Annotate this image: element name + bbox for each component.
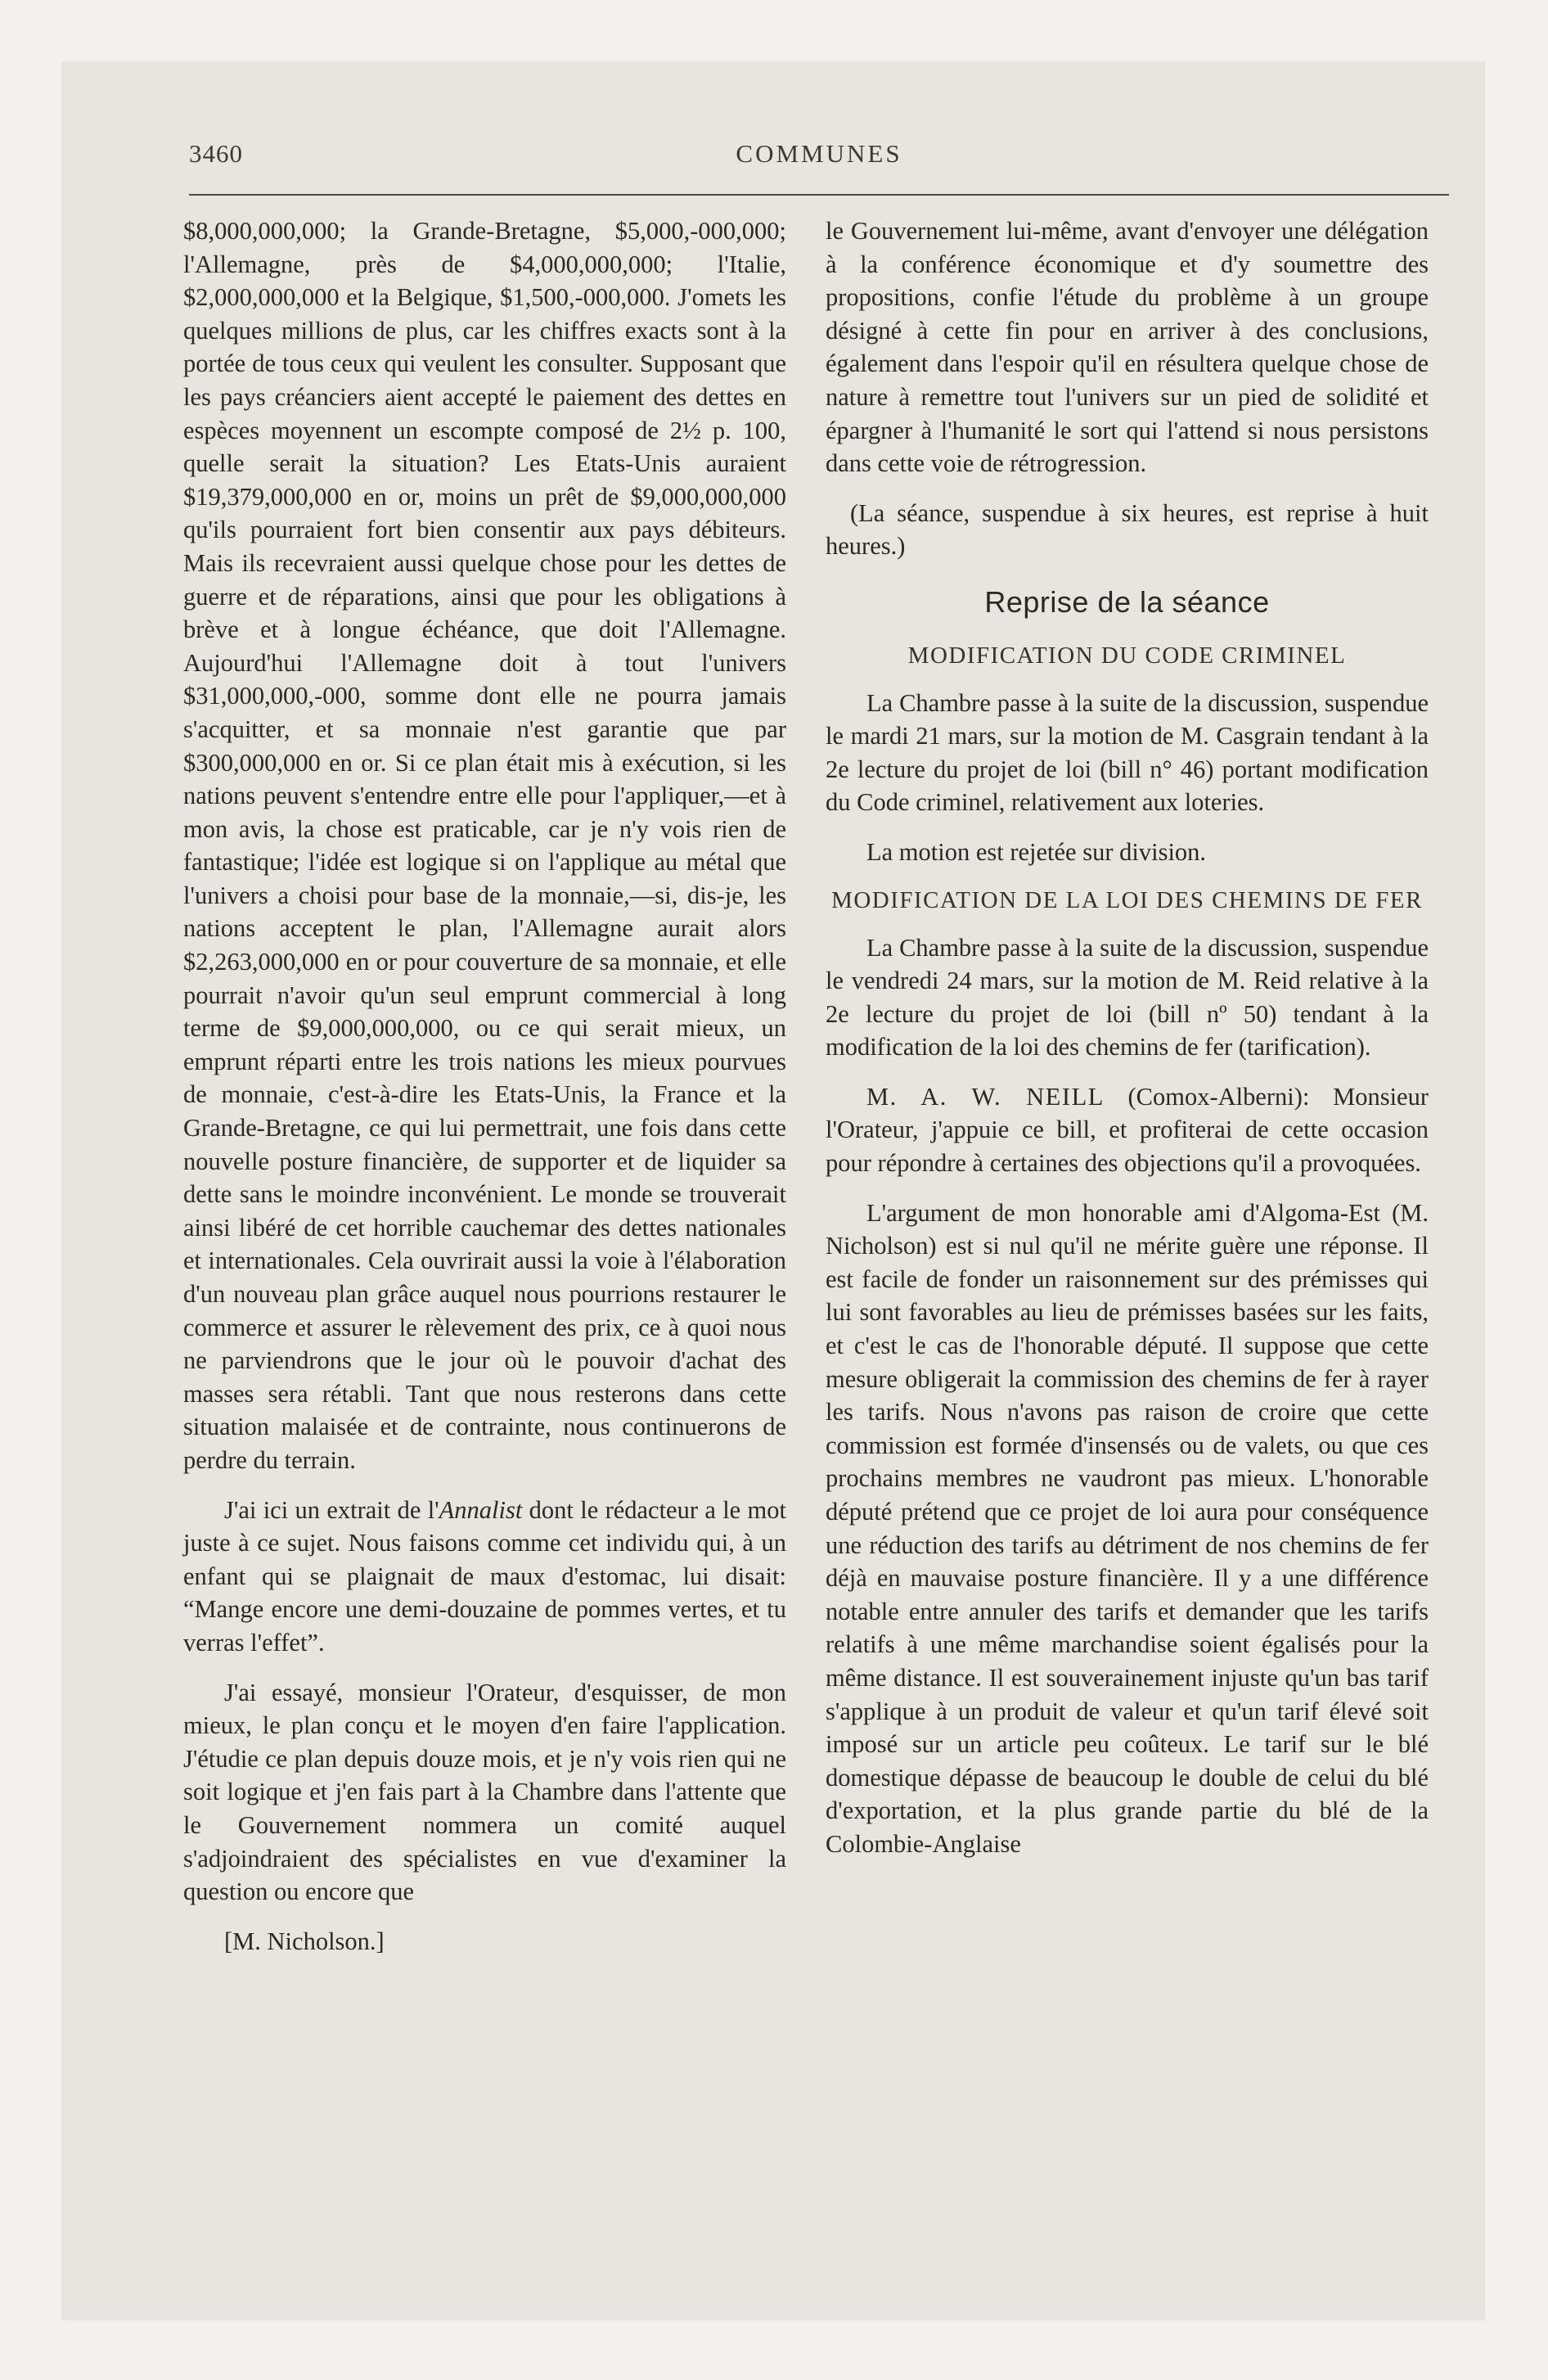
paragraph: La Chambre passe à la suite de la discussion, suspendue le vendredi 24 mars, sur la motion de M. Reid relative à la 2e lecture du projet de loi (bill nº 50) tendant à la modification de la loi des chemins de fer (tarification). (826, 933, 1429, 1062)
text-run: J'ai ici un extrait de l' (224, 1495, 439, 1524)
paragraph: L'argument de mon honorable ami d'Algoma-Est (M. Nicholson) est si nul qu'il ne mérite guère une réponse. Il est facile de fonder un raisonnement sur des prémisses qui lui sont favorables au lieu de prémisses basées sur les faits, et c'est le cas de l'honorable député. Il suppose que cette mesure obligerait la commission des chemins de fer à rayer les tarifs. Nous n'avons pas raison de croire que cette commission est formée d'insensés ou de valets, ou que ces prochains membres ne vaudront pas mieux. L'honorable député prétend que ce projet de loi aura pour conséquence une réduction des tarifs au détriment de nos chemins de fer déjà en mauvaise posture financière. Il y a une différence notable entre annuler des tarifs et demander que les tarifs relatifs à une même marchandise soient égalisés pour la même distance. Il est souverainement injuste qu'un bas tarif s'applique à un produit de valeur et qu'un tarif élevé soit imposé sur un article peu coûteux. Le tarif sur le blé domestique dépasse de beaucoup le double de celui du blé d'exportation, et la plus grande partie du blé de la Colombie-Anglaise (826, 1198, 1429, 1858)
paragraph: J'ai essayé, monsieur l'Orateur, d'esquisser, de mon mieux, le plan conçu et le moyen d'en faire l'application. J'étudie ce plan depuis douze mois, et je n'y vois rien qui ne soit logique et j'en fais part à la Chambre dans l'attente que le Gouvernement nommera un comité auquel s'adjoindraient des spécialistes en vue d'examiner la question ou encore que (183, 1678, 786, 1906)
section-heading: Reprise de la séance (984, 584, 1270, 619)
speaker-tag: [M. Nicholson.] (224, 1927, 385, 1955)
page-header (189, 139, 1449, 188)
paragraph (183, 1494, 786, 1660)
text-run: (Comox-Alberni): Monsieur l'Orateur, j'appuie ce bill, et profiterai de cette occasion pour répondre à certaines des objections qu'il a provoquées. (826, 1082, 1429, 1178)
paragraph: $8,000,000,000; la Grande-Bretagne, $5,000,-000,000; l'Allemagne, près de $4,000,000,000; l'Italie, $2,000,000,000 et la Belgique, $1,500,-000,000. J'omets les quelques millions de plus, car les chiffres exacts sont à la portée de tous ceux qui veulent les consulter. Supposant que les pays créanciers aient accepté le paiement des dettes en espèces moyennent un escompte composé de 2½ p. 100, quelle serait la situation? Les Etats-Unis auraient $19,379,000,000 en or, moins un prêt de $9,000,000,000 qu'ils pourraient fort bien consentir aux pays débiteurs. Mais ils recevraient aussi quelque chose pour les dettes de guerre et de réparations, ainsi que pour les obligations à brève et à longue échéance, que doit l'Allemagne. Aujourd'hui l'Allemagne doit à tout l'univers $31,000,000,-000, somme dont elle ne pourra jamais s'acquitter, et sa monnaie n'est garantie que par $300,000,000 en or. Si ce plan était mis à exécution, si les nations peuvent s'entendre entre elle pour l'appliquer,—et à mon avis, la chose est praticable, car je n'y vois rien de fantastique; l'idée est logique si on l'applique au métal que l'univers a choisi pour base de la monnaie,—si, dis-je, les nations acceptent le plan, l'Allemagne aurait alors $2,263,000,000 en or pour couverture de sa monnaie, et elle pourrait n'avoir qu'un seul emprunt commercial à long terme de $9,000,000,000, ou ce qui serait mieux, un emprunt réparti entre les trois nations les mieux pourvues de monnaie, c'est-à-dire les Etats-Unis, la France et la Grande-Bretagne, ce qui lui permettrait, une fois dans cette nouvelle posture financière, de supporter et de liquider sa dette sans le moindre inconvénient. Le monde se trouverait ainsi libéré de cet horrible cauchemar des dettes nationales et internationales. Cela ouvrirait aussi la voie à l'élaboration d'un nouveau plan grâce auquel nous pourrions restaurer le commerce et assurer le rèlevement des prix, ce à quoi nous ne parviendrons que le jour où le pouvoir d'achat des masses sera rétabli. Tant que nous resterons dans cette situation malaisée et de contrainte, nous continuerons de perdre du terrain. (183, 217, 786, 1474)
speaker-name: M. A. W. NEILL (866, 1082, 1105, 1111)
paragraph (826, 1080, 1429, 1180)
paragraph: le Gouvernement lui-même, avant d'envoyer une délégation à la conférence économique et d'y soumettre des propositions, confie l'étude du problème à un groupe désigné à cette fin pour en arriver à des conclusions, également dans l'espoir qu'il en résultera quelque chose de nature à remettre tout l'univers sur un pied de solidité et épargner à l'humanité le sort qui l'attend si nous persistons dans cette voie de rétrogression. (826, 217, 1429, 478)
right-column (826, 214, 1429, 1877)
subheading: MODIFICATION DU CODE CRIMINEL (907, 642, 1347, 669)
running-head: COMMUNES (736, 139, 902, 168)
header-rule (189, 194, 1449, 196)
left-column (183, 214, 786, 1974)
publication-title: Annalist (439, 1495, 523, 1524)
subheading: MODIFICATION DE LA LOI DES CHEMINS DE FER (831, 886, 1423, 913)
paragraph: La motion est rejetée sur division. (866, 837, 1207, 866)
page-number: 3460 (189, 139, 243, 168)
procedural-note: (La séance, suspendue à six heures, est reprise à huit heures.) (826, 498, 1429, 561)
paragraph: La Chambre passe à la suite de la discussion, suspendue le mardi 21 mars, sur la motion de M. Casgrain tendant à la 2e lecture du projet de loi (bill n° 46) portant modification du Code criminel, relativement aux loteries. (826, 688, 1429, 817)
text-run: dont le rédacteur a le mot juste à ce sujet. Nous faisons comme cet individu qui, à un enfant qui se plaignait de maux d'estomac, lui disait: “Mange encore une demi-douzaine de pommes vertes, et tu verras l'effet”. (183, 1495, 786, 1657)
